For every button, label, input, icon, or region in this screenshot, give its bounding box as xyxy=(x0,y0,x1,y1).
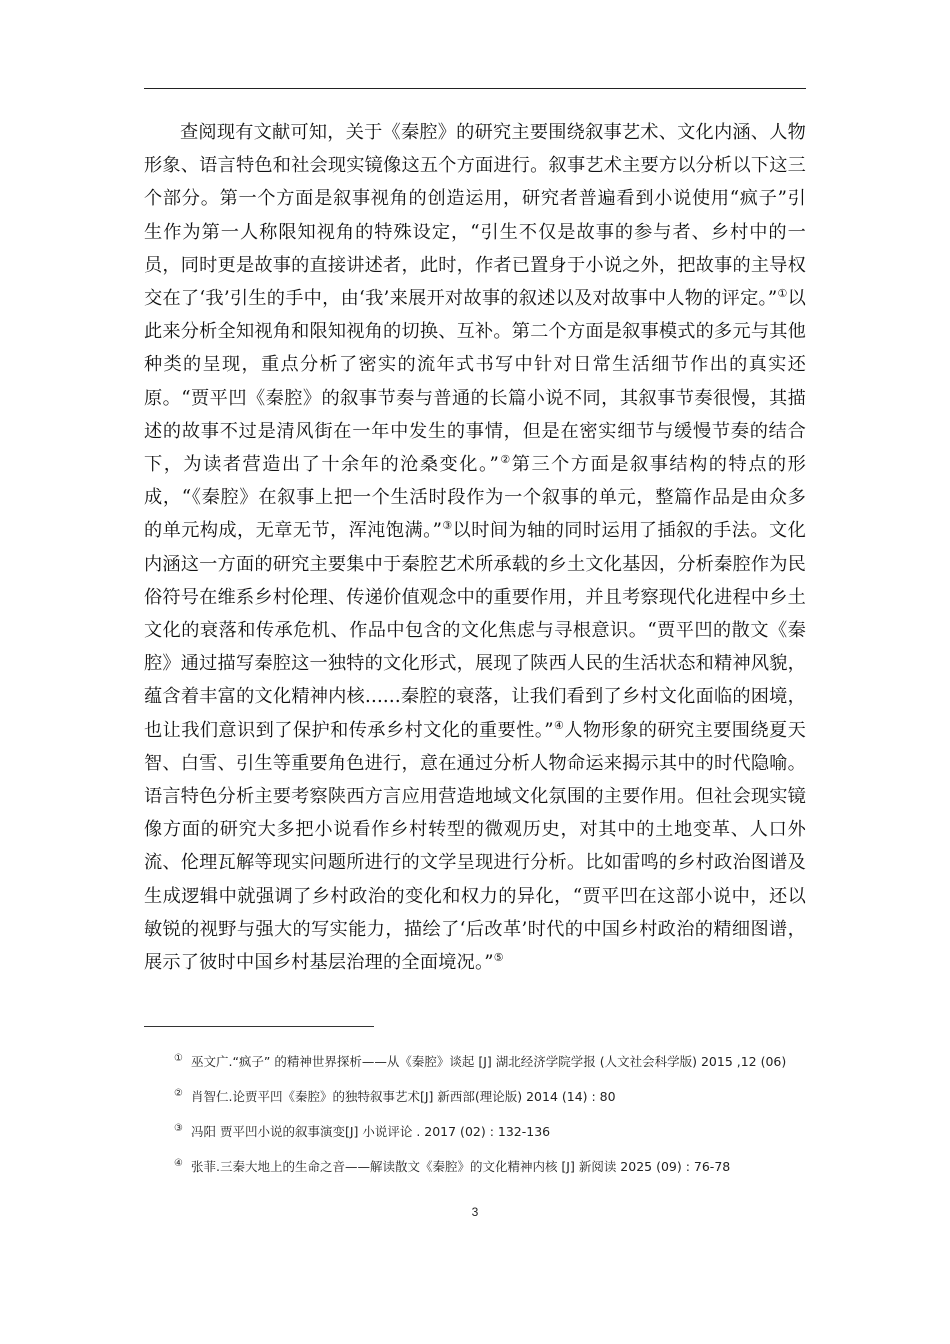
footnote-text: 肖智仁.论贾平凹《秦腔》的独特叙事艺术[J] 新西部(理论版) 2014 (14) : 80 xyxy=(190,1089,616,1105)
footnote-text: 冯阳 贾平凹小说的叙事演变[J] 小说评论 . 2017 (02) : 132-136 xyxy=(190,1124,551,1140)
body-text-2: 以此来分析全知视角和限知视角的切换、互补。第二个方面是叙事模式的多元与其他种类的呈现，重点分析了密实的流年式书写中针对日常生活细节作出的真实还原。“贾平凹《秦腔》的叙事节奏与普通的长篇小说不同，其叙事节奏很慢，其描述的故事不过是清风街在一年中发生的事情，但是在密实细节与缓慢节奏的结合下，为读者营造出了十余年的沧桑变化。” xyxy=(144,288,806,476)
footnote-ref-3[interactable]: ③ xyxy=(442,519,453,533)
body-text-5: 人物形象的研究主要围绕夏天智、白雪、引生等重要角色进行，意在通过分析人物命运来揭示其中的时代隐喻。语言特色分析主要考察陕西方言应用营造地域文化氛围的主要作用。但社会现实镜像方面的研究大多把小说看作乡村转型的微观历史，对其中的土地变革、人口外流、伦理瓦解等现实问题所进行的文学呈现进行分析。比如雷鸣的乡村政治图谱及生成逻辑中就强调了乡村政治的变化和权力的异化，“贾平凹在这部小说中，还以敏锐的视野与强大的写实能力，描绘了‘后改革’时代的中国乡村政治的精细图谱，展示了彼时中国乡村基层治理的全面境况。” xyxy=(144,719,807,974)
header-rule xyxy=(144,88,806,89)
footnote xyxy=(144,1151,806,1180)
footnote-ref-4[interactable]: ④ xyxy=(553,718,565,732)
footnote-mark: ① xyxy=(174,1053,183,1064)
footnote xyxy=(144,1081,806,1110)
body-paragraph xyxy=(144,116,806,979)
footnote-mark: ② xyxy=(174,1088,183,1100)
footnote xyxy=(144,1116,806,1145)
footnote-ref-5[interactable]: ⑤ xyxy=(493,951,504,965)
footnote xyxy=(144,1046,806,1075)
body-text-3: 第三个方面是叙事结构的特点的形成，“《秦腔》在叙事上把一个生活时段作为一个叙事的单元，整篇作品是由众多的单元构成，无章无节，浑沌饱满。” xyxy=(144,454,806,542)
footnote-ref-1[interactable]: ① xyxy=(777,286,788,300)
page-number: 3 xyxy=(471,1205,479,1219)
footnotes xyxy=(144,1046,806,1181)
body-text-1: 查阅现有文献可知，关于《秦腔》的研究主要围绕叙事艺术、文化内涵、人物形象、语言特色和社会现实镜像这五个方面进行。叙事艺术主要方以分析以下这三个部分。第一个方面是叙事视角的创造运用，研究者普遍看到小说使用“疯子”引生作为第一人称限知视角的特殊设定，“引生不仅是故事的参与者、乡村中的一员，同时更是故事的直接讲述者，此时，作者已置身于小说之外，把故事的主导权交在了‘我’引生的手中，由‘我’来展开对故事的叙述以及对故事中人物的评定。” xyxy=(144,122,806,310)
footnote-mark: ④ xyxy=(174,1158,183,1170)
footnote-ref-2[interactable]: ② xyxy=(499,452,512,466)
footnote-text: 巫文广.“疯子” 的精神世界探析——从《秦腔》谈起 [J] 湖北经济学院学报 (人文社会科学版) 2015 ,12 (06) xyxy=(190,1054,787,1070)
footnote-text: 张菲.三秦大地上的生命之音——解读散文《秦腔》的文化精神内核 [J] 新阅读 2025 (09) : 76-78 xyxy=(190,1159,731,1175)
footnote-separator xyxy=(144,1026,374,1027)
footnote-mark: ③ xyxy=(174,1123,183,1135)
body-text-4: 以时间为轴的同时运用了插叙的手法。文化内涵这一方面的研究主要集中于秦腔艺术所承载的乡土文化基因，分析秦腔作为民俗符号在维系乡村伦理、传递价值观念中的重要作用，并且考察现代化进程中乡土文化的衰落和传承危机、作品中包含的文化焦虑与寻根意识。“贾平凹的散文《秦腔》通过描写秦腔这一独特的文化形式，展现了陕西人民的生活状态和精神风貌，蕴含着丰富的文化精神内核......秦腔的衰落，让我们看到了乡村文化面临的困境，也让我们意识到了保护和传承乡村文化的重要性。” xyxy=(144,520,806,741)
